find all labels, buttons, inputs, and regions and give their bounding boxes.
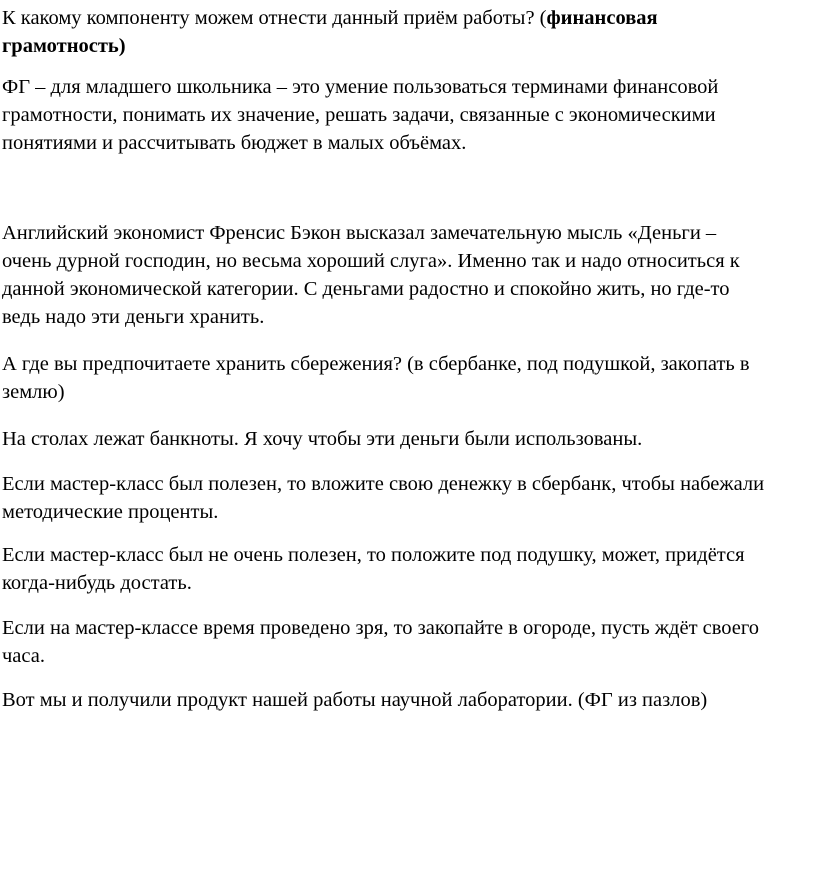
quote-line: ведь надо эти деньги хранить.: [2, 306, 265, 328]
definition-line: грамотности, понимать их значение, решать задачи, связанные с экономическими: [2, 104, 716, 126]
question-bold-answer-1: финансовая: [546, 7, 658, 29]
wasted-paragraph: [2, 614, 814, 670]
definition-paragraph: [2, 73, 814, 157]
banknotes-line: На столах лежат банкноты. Я хочу чтобы эти деньги были использованы.: [2, 428, 643, 450]
quote-line: данной экономической категории. С деньгами радостно и спокойно жить, но где-то: [2, 278, 730, 300]
savings-question-line: землю): [2, 381, 65, 403]
wasted-line: часа.: [2, 645, 45, 667]
question-bold-answer-2: грамотность): [2, 35, 126, 57]
not-very-useful-line: когда-нибудь достать.: [2, 572, 192, 594]
useful-line: методические проценты.: [2, 501, 219, 523]
savings-question-paragraph: [2, 350, 814, 406]
useful-line: Если мастер-класс был полезен, то вложите свою денежку в сбербанк, чтобы набежали: [2, 473, 765, 495]
not-very-useful-paragraph: [2, 541, 814, 597]
definition-line: ФГ – для младшего школьника – это умение пользоваться терминами финансовой: [2, 76, 719, 98]
quote-line: Английский экономист Френсис Бэкон высказал замечательную мысль «Деньги –: [2, 222, 717, 244]
conclusion-paragraph: [2, 686, 814, 714]
not-very-useful-line: Если мастер-класс был не очень полезен, то положите под подушку, может, придётся: [2, 544, 745, 566]
conclusion-line: Вот мы и получили продукт нашей работы научной лаборатории. (ФГ из пазлов): [2, 689, 708, 711]
definition-line: понятиями и рассчитывать бюджет в малых объёмах.: [2, 132, 467, 154]
banknotes-paragraph: [2, 425, 814, 453]
question-line-1: [2, 4, 814, 32]
quote-line: очень дурной господин, но весьма хороший слуга». Именно так и надо относиться к: [2, 250, 740, 272]
question-paragraph: [2, 4, 814, 60]
wasted-line: Если на мастер-классе время проведено зря, то закопайте в огороде, пусть ждёт своего: [2, 617, 760, 639]
useful-paragraph: [2, 470, 814, 526]
savings-question-line: А где вы предпочитаете хранить сбережения? (в сбербанке, под подушкой, закопать в: [2, 353, 750, 375]
question-text: К какому компоненту можем отнести данный приём работы? (: [2, 7, 547, 29]
quote-paragraph: [2, 219, 814, 331]
